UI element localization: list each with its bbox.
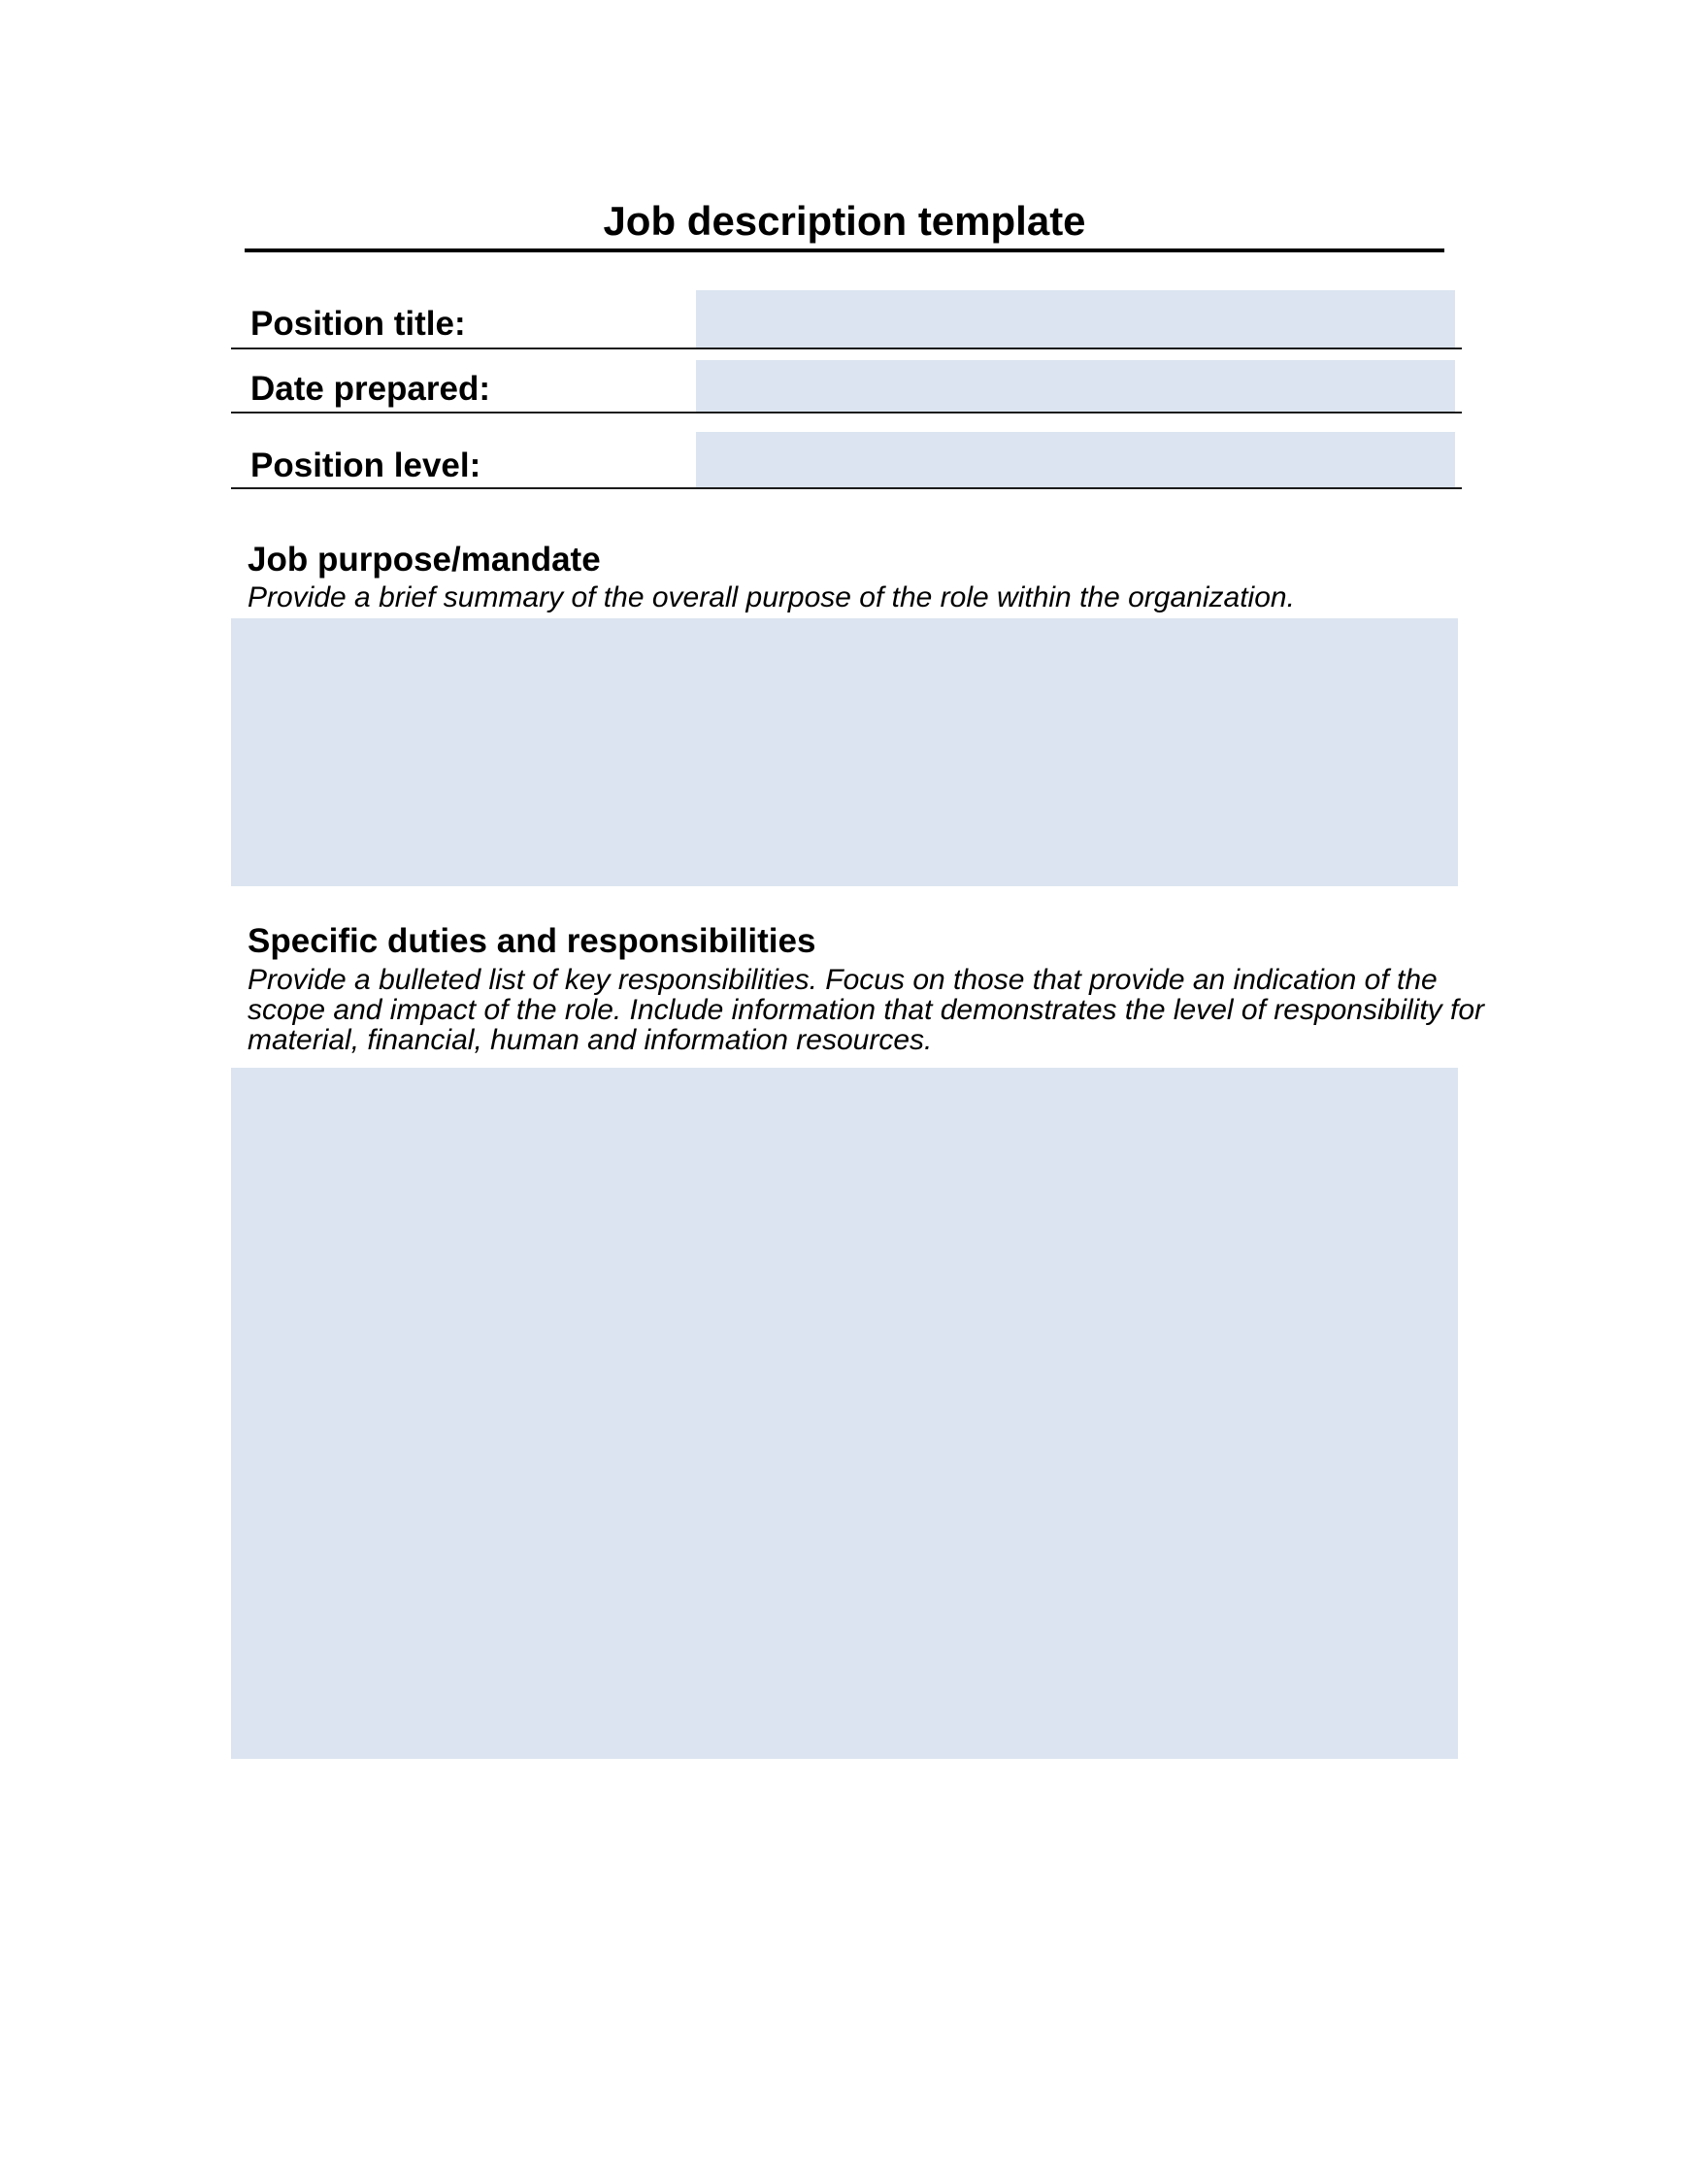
job-purpose-heading: Job purpose/mandate: [248, 541, 601, 579]
position-level-input[interactable]: [696, 432, 1455, 487]
duties-input[interactable]: [231, 1068, 1458, 1759]
position-title-input[interactable]: [696, 290, 1455, 347]
duties-description-line: scope and impact of the role. Include information that demonstrates the level of responsibility for: [248, 994, 1485, 1026]
position-title-label: Position title:: [250, 305, 466, 343]
field-divider: [231, 347, 1462, 349]
field-divider: [231, 412, 1462, 414]
job-purpose-input[interactable]: [231, 618, 1458, 886]
duties-description-line: material, financial, human and information resources.: [248, 1024, 933, 1056]
duties-heading: Specific duties and responsibilities: [248, 922, 816, 960]
field-divider: [231, 487, 1462, 489]
date-prepared-label: Date prepared:: [250, 370, 491, 408]
duties-description: [248, 965, 1484, 1055]
page-title: Job description template: [245, 197, 1444, 252]
duties-description-line: Provide a bulleted list of key responsibilities. Focus on those that provide an indication of the: [248, 964, 1438, 996]
position-level-label: Position level:: [250, 447, 481, 484]
date-prepared-input[interactable]: [696, 360, 1455, 412]
job-purpose-description: Provide a brief summary of the overall purpose of the role within the organization.: [248, 581, 1295, 613]
